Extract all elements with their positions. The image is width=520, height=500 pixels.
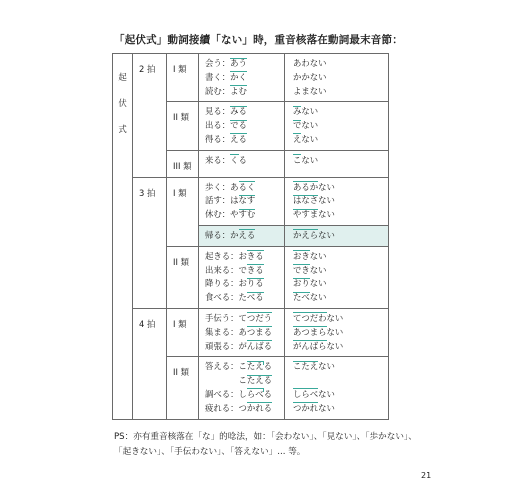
verb-line: [205, 133, 284, 147]
text-segment: 出る：: [205, 120, 231, 131]
accent-mora: あるか: [293, 181, 318, 195]
verb-cell: [199, 150, 285, 177]
nai-form-line: [293, 277, 388, 291]
accent-mora: え: [293, 133, 301, 147]
group-cell: III 類: [167, 150, 199, 177]
text-segment: あわない: [293, 58, 327, 68]
accent-mora: こ: [293, 154, 301, 168]
accent-mora: つかれ: [293, 402, 318, 416]
verb-line: [205, 105, 284, 119]
page-number: 21: [421, 471, 432, 480]
text-segment: 休む：や: [205, 209, 239, 220]
nai-form-line: [293, 374, 388, 388]
group-cell: II 類: [167, 357, 199, 419]
nai-form-line: [293, 71, 388, 85]
accent-mora: やすま: [293, 208, 318, 222]
text-segment: 調べる：し: [205, 388, 247, 399]
table-body: [113, 54, 389, 420]
nai-form-cell: [285, 308, 389, 356]
page-heading: 「起伏式」動詞接續「ない」時，重音核落在動詞最末音節：: [114, 34, 403, 46]
ps-note: [114, 430, 454, 460]
text-segment: 来る：: [205, 154, 231, 165]
nai-form-line: [293, 250, 388, 264]
nai-form-cell: [285, 357, 389, 419]
verb-cell: [199, 225, 285, 246]
accent-mora: おき: [293, 250, 310, 264]
text-segment: 降りる：お: [205, 278, 247, 289]
category-cell: [113, 54, 133, 420]
text-segment: 書く：: [205, 71, 231, 82]
text-segment: 疲れる：つ: [205, 402, 247, 413]
table-row: [113, 54, 389, 102]
text-segment: ない: [326, 326, 344, 337]
verb-line: [205, 71, 284, 85]
text-segment: ない: [309, 250, 327, 261]
accent-mora: きる: [247, 264, 264, 278]
conjugation-table: [112, 53, 389, 420]
verb-line: [205, 374, 284, 388]
beats-cell: 2 拍: [133, 54, 167, 178]
verb-cell: [199, 246, 285, 308]
accent-mora: んばる: [247, 340, 272, 354]
nai-form-line: [293, 133, 388, 147]
accent-mora: かく: [230, 71, 247, 85]
text-segment: ない: [326, 312, 344, 323]
verb-line: [205, 119, 284, 133]
category-char: 起: [118, 72, 127, 82]
accent-mora: かれる: [247, 402, 272, 416]
accent-mora: がんばら: [293, 340, 327, 354]
verb-cell: [199, 54, 285, 102]
text-segment: 手伝う：て: [205, 312, 247, 323]
accent-mora: おり: [293, 277, 310, 291]
text-segment: 頑張る：が: [205, 340, 247, 351]
accent-mora: つまる: [247, 326, 272, 340]
text-segment: ない: [318, 402, 335, 413]
accent-mora: たべ: [293, 291, 310, 305]
text-segment: る: [238, 154, 247, 165]
text-segment: かかない: [293, 71, 327, 82]
nai-form-line: [293, 326, 388, 340]
text-segment: ない: [309, 292, 327, 303]
nai-form-line: [293, 312, 388, 326]
nai-form-cell: [285, 54, 389, 102]
verb-line: [205, 154, 284, 168]
accent-mora: すむ: [239, 208, 256, 222]
verb-cell: [199, 357, 285, 419]
ps-note-line: 「起きない」、「手伝わない」、「答えない」... 等。: [114, 447, 306, 457]
accent-mora: るく: [239, 181, 256, 195]
accent-mora: よむ: [230, 85, 247, 99]
table-row: [113, 177, 389, 225]
verb-line: [205, 326, 284, 340]
text-segment: 答える：こ: [205, 361, 247, 372]
nai-form-line: [293, 181, 388, 195]
accent-mora: はなさ: [293, 194, 318, 208]
verb-line: [205, 181, 284, 195]
text-segment: ない: [326, 340, 344, 351]
verb-line: [205, 388, 284, 402]
text-segment: ない: [318, 209, 335, 220]
nai-form-line: [293, 402, 388, 416]
nai-form-line: [293, 105, 388, 119]
verb-line: [205, 208, 284, 222]
text-segment: 帰る：か: [205, 229, 239, 240]
nai-form-line: [293, 85, 388, 99]
verb-line: [205, 277, 284, 291]
text-segment: 集まる：あ: [205, 326, 247, 337]
group-cell: I 類: [167, 177, 199, 246]
nai-form-line: [293, 208, 388, 222]
verb-line: [205, 250, 284, 264]
accent-mora: みる: [230, 105, 247, 119]
text-segment: 見る：: [205, 106, 231, 117]
accent-mora: なす: [239, 194, 256, 208]
text-segment: る: [263, 361, 272, 372]
verb-line: [205, 264, 284, 278]
verb-line: [205, 360, 284, 374]
verb-line: [205, 85, 284, 99]
nai-form-cell: [285, 150, 389, 177]
text-segment: 食べる：た: [205, 292, 247, 303]
text-segment: ない: [318, 388, 335, 399]
accent-mora: あつまら: [293, 326, 327, 340]
text-segment: 出来る：で: [205, 264, 247, 275]
nai-form-cell: [285, 225, 389, 246]
ps-note-line: PS：亦有重音核落在「な」的唸法，如：「会わない」、「見ない」、「歩かない」、: [114, 432, 417, 442]
verb-line: [205, 340, 284, 354]
beats-cell: 4 拍: [133, 308, 167, 419]
verb-line: [205, 57, 284, 71]
accent-mora: らべ: [247, 388, 264, 402]
text-segment: ない: [301, 154, 319, 165]
text-segment: よまない: [293, 85, 327, 96]
text-segment: 読む：: [205, 85, 231, 96]
nai-form-cell: [285, 102, 389, 150]
nai-form-line: [293, 154, 388, 168]
group-cell: II 類: [167, 246, 199, 308]
accent-mora: こたえ: [293, 360, 318, 374]
text-segment: ない: [318, 195, 335, 206]
accent-mora: える: [239, 229, 256, 243]
accent-mora: で: [293, 119, 301, 133]
text-segment: こ: [205, 375, 247, 386]
text-segment: 会う：: [205, 58, 231, 68]
accent-mora: べる: [247, 291, 264, 305]
accent-mora: しらべ: [293, 388, 318, 402]
text-segment: 得る：: [205, 133, 231, 144]
verb-line: [205, 291, 284, 305]
accent-mora: でき: [293, 264, 310, 278]
table-row: [113, 308, 389, 356]
nai-form-line: [293, 229, 388, 243]
nai-form-cell: [285, 246, 389, 308]
text-segment: ない: [301, 120, 319, 131]
nai-form-cell: [285, 177, 389, 225]
text-segment: 話す：は: [205, 195, 239, 206]
verb-cell: [199, 177, 285, 225]
nai-form-line: [293, 57, 388, 71]
accent-mora: きる: [247, 250, 264, 264]
beats-cell: 3 拍: [133, 177, 167, 308]
nai-form-line: [293, 194, 388, 208]
text-segment: ない: [318, 229, 335, 240]
category-char: 伏: [118, 98, 127, 108]
text-segment: 起きる：お: [205, 250, 247, 261]
group-cell: II 類: [167, 102, 199, 150]
accent-mora: える: [230, 133, 247, 147]
text-segment: ない: [309, 264, 327, 275]
accent-mora: つだう: [247, 312, 272, 326]
group-cell: I 類: [167, 54, 199, 102]
nai-form-line: [293, 360, 388, 374]
verb-cell: [199, 102, 285, 150]
nai-form-line: [293, 119, 388, 133]
text-segment: ない: [301, 133, 319, 144]
nai-form-line: [293, 388, 388, 402]
group-cell: I 類: [167, 308, 199, 356]
text-segment: る: [263, 388, 272, 399]
accent-mora: でる: [230, 119, 247, 133]
accent-mora: たえ: [247, 360, 264, 374]
verb-line: [205, 229, 284, 243]
accent-mora: てつだわ: [293, 312, 327, 326]
accent-mora: く: [230, 154, 238, 168]
accent-mora: かえら: [293, 229, 318, 243]
accent-mora: み: [293, 105, 301, 119]
text-segment: ない: [301, 106, 319, 117]
text-segment: 歩く：あ: [205, 181, 239, 192]
verb-line: [205, 312, 284, 326]
verb-cell: [199, 308, 285, 356]
verb-line: [205, 402, 284, 416]
nai-form-line: [293, 264, 388, 278]
accent-mora: りる: [247, 277, 264, 291]
accent-mora: たえる: [247, 374, 272, 388]
verb-line: [205, 194, 284, 208]
accent-mora: あう: [230, 57, 247, 71]
nai-form-line: [293, 340, 388, 354]
nai-form-line: [293, 291, 388, 305]
category-char: 式: [118, 124, 127, 134]
text-segment: ない: [318, 361, 335, 372]
text-segment: ない: [318, 181, 335, 192]
text-segment: ない: [309, 278, 327, 289]
